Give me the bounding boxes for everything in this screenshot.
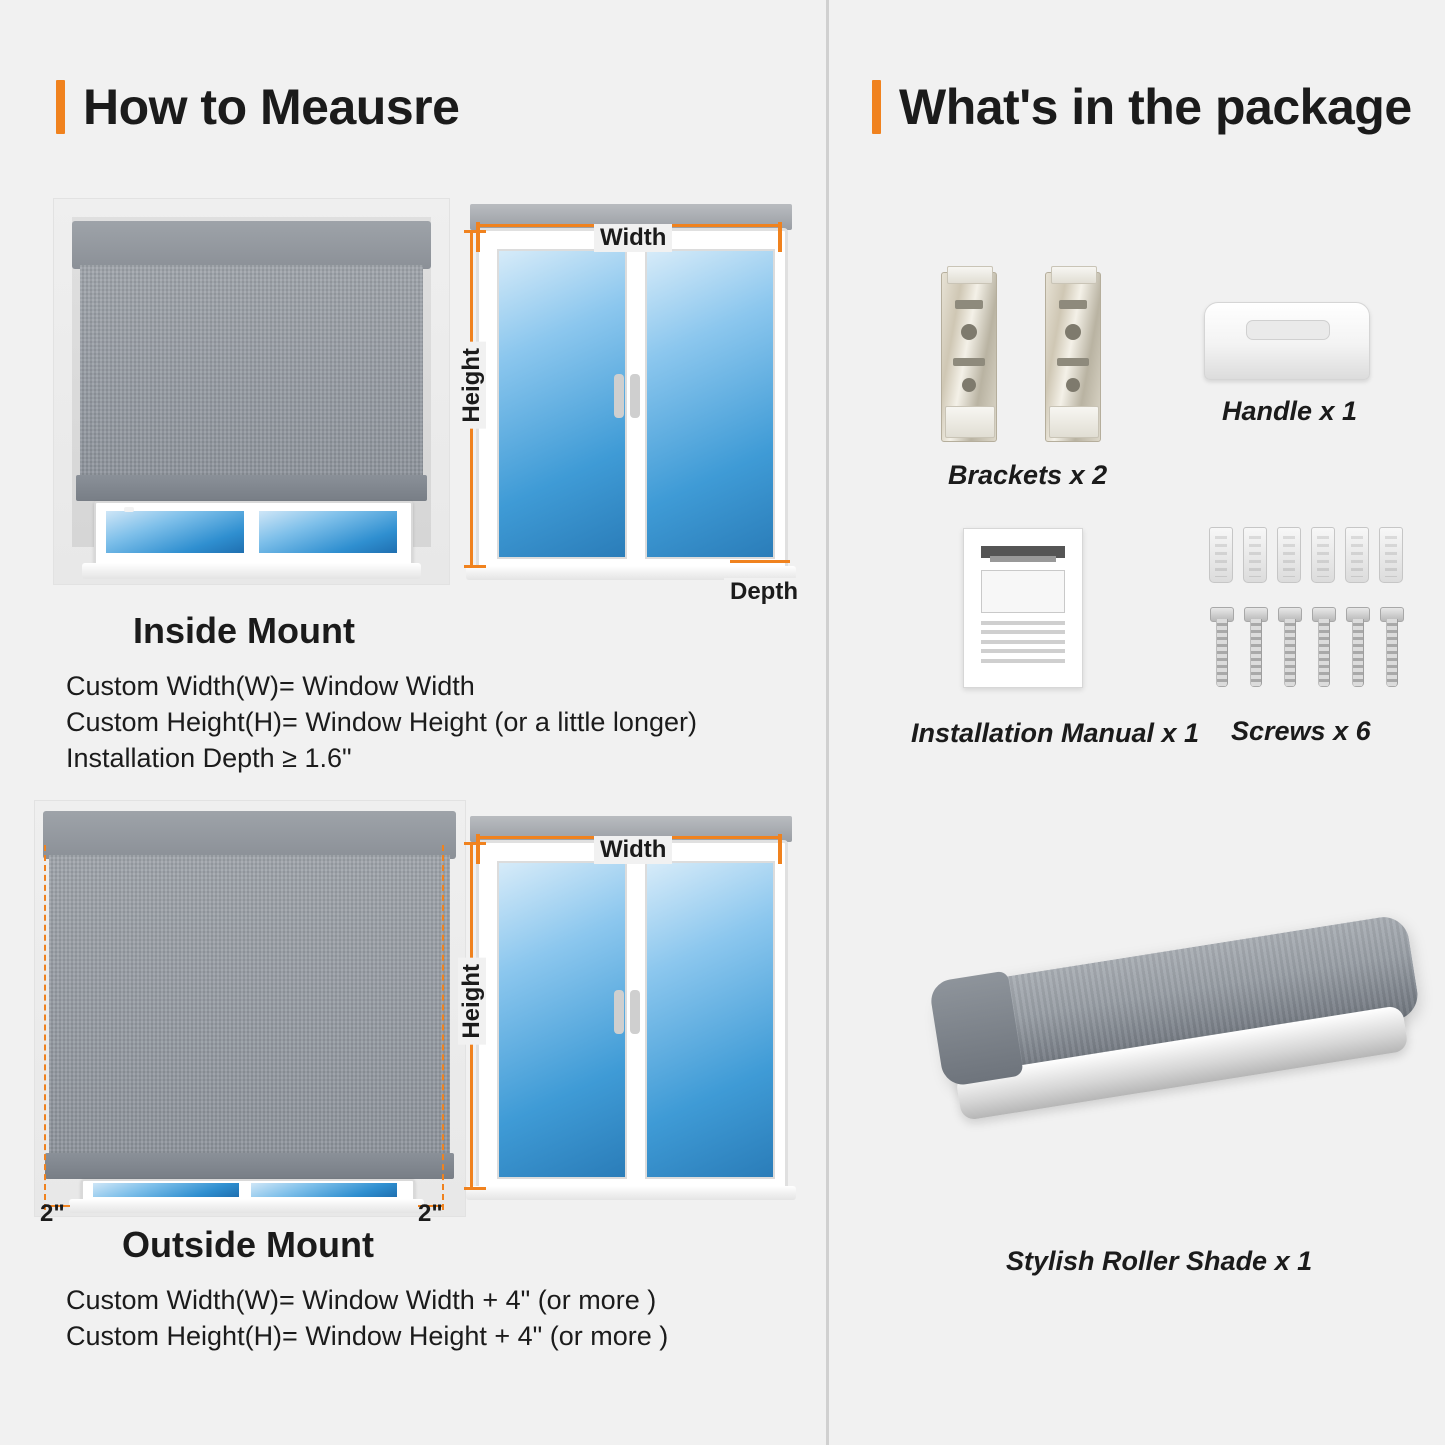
- right-heading: [872, 78, 1412, 136]
- screw-3-shaft: [1284, 619, 1296, 687]
- height-mark-top-2: [464, 842, 486, 845]
- heading-accent-bar: [56, 80, 65, 134]
- outside-mount-line-1: Custom Height(H)= Window Height + 4" (or more ): [66, 1321, 669, 1351]
- roller-shade-product: [930, 880, 1430, 1170]
- depth-measure-line: [730, 560, 790, 563]
- window-sill-2: [69, 1199, 424, 1213]
- window-glass-right: [259, 511, 397, 553]
- window-handle-left-2: [614, 990, 624, 1034]
- wall-anchor-6: [1379, 527, 1403, 583]
- screw-4: [1312, 607, 1334, 687]
- screw-6: [1380, 607, 1402, 687]
- bracket-2-slot-b: [1057, 358, 1089, 366]
- bracket-1-slot-a: [955, 300, 983, 309]
- bracket-1-base: [945, 406, 995, 438]
- bracket-2-top-tab: [1051, 266, 1097, 284]
- bracket-1-hole-b: [962, 378, 976, 392]
- overhang-label-left: 2": [40, 1200, 65, 1227]
- window-pane-right-2: [638, 854, 782, 1186]
- installation-manual: [963, 528, 1083, 688]
- screw-1: [1210, 607, 1232, 687]
- manual-text-line-3: [981, 640, 1066, 644]
- right-heading-text: What's in the package: [899, 79, 1412, 135]
- manual-text-line-2: [981, 630, 1066, 634]
- shade-valance-2: [43, 811, 456, 859]
- inside-mount-line-0: Custom Width(W)= Window Width: [66, 671, 475, 701]
- left-heading: [56, 78, 459, 136]
- bracket-2-base: [1049, 406, 1099, 438]
- label-width-inside: Width: [594, 224, 672, 252]
- column-divider: [826, 0, 829, 1445]
- window-glass-left: [106, 511, 244, 553]
- window-handle-right: [630, 374, 640, 418]
- wall-anchor-3: [1277, 527, 1301, 583]
- screw-3: [1278, 607, 1300, 687]
- left-heading-text: How to Meausre: [83, 79, 460, 135]
- handle-grip: [1246, 320, 1330, 340]
- overhang-guide-right: [442, 845, 444, 1210]
- window-pane-left-2: [490, 854, 634, 1186]
- shade-fabric-2: [49, 855, 450, 1155]
- manual-text-line-1: [981, 621, 1066, 625]
- shade-fabric: [80, 265, 423, 477]
- outside-mount-caption: Outside Mount: [122, 1224, 374, 1265]
- heading-accent-bar-2: [872, 80, 881, 134]
- height-mark-top: [464, 230, 486, 233]
- label-width-outside: Width: [594, 836, 672, 864]
- wall-anchor-5: [1345, 527, 1369, 583]
- window-glass-right-2: [251, 1183, 397, 1197]
- screw-4-shaft: [1318, 619, 1330, 687]
- bracket-2: [1045, 272, 1101, 442]
- manual-illustration-box: [981, 570, 1066, 613]
- roller-shade-end-cap: [928, 970, 1024, 1087]
- handle-part: [1204, 302, 1370, 380]
- handle-detail: [124, 507, 134, 512]
- bracket-1-slot-b: [953, 358, 985, 366]
- screw-1-shaft: [1216, 619, 1228, 687]
- manual-caption: Installation Manual x 1: [911, 718, 1200, 748]
- bracket-1-hole-a: [961, 324, 977, 340]
- handle-caption: Handle x 1: [1222, 396, 1358, 426]
- height-mark-bottom-2: [464, 1187, 486, 1190]
- handle-body: [1204, 302, 1370, 380]
- measure-window-sill-2: [466, 1186, 796, 1200]
- manual-text-line-5: [981, 659, 1066, 663]
- inside-mount-caption: Inside Mount: [133, 610, 355, 651]
- window-handle-right-2: [630, 990, 640, 1034]
- screws-caption: Screws x 6: [1231, 716, 1371, 746]
- bracket-1-top-tab: [947, 266, 993, 284]
- wall-anchor-4: [1311, 527, 1335, 583]
- screw-2: [1244, 607, 1266, 687]
- screw-6-shaft: [1386, 619, 1398, 687]
- label-height-inside: Height: [458, 342, 486, 429]
- bracket-1: [941, 272, 997, 442]
- overhang-label-right: 2": [418, 1200, 443, 1227]
- label-depth-inside: Depth: [724, 578, 804, 606]
- window-pane-right: [638, 242, 782, 566]
- manual-subtitle-bar: [990, 556, 1056, 562]
- bracket-2-hole-a: [1065, 324, 1081, 340]
- window-handle-left: [614, 374, 624, 418]
- window-pane-left: [490, 242, 634, 566]
- bracket-2-hole-b: [1066, 378, 1080, 392]
- outside-mount-measure-window: [458, 812, 802, 1212]
- wall-anchor-1: [1209, 527, 1233, 583]
- bracket-2-slot-a: [1059, 300, 1087, 309]
- wall-anchor-2: [1243, 527, 1267, 583]
- outside-mount-line-0: Custom Width(W)= Window Width + 4" (or more ): [66, 1285, 657, 1315]
- shade-valance: [72, 221, 431, 269]
- window-sill: [82, 563, 421, 579]
- screw-5: [1346, 607, 1368, 687]
- height-mark-bottom: [464, 565, 486, 568]
- window-glass-left-2: [93, 1183, 239, 1197]
- inside-mount-line-1: Custom Height(H)= Window Height (or a little longer): [66, 707, 697, 737]
- overhang-guide-left: [44, 845, 46, 1210]
- inside-mount-measure-window: [458, 200, 802, 605]
- roller-shade-caption: Stylish Roller Shade x 1: [1006, 1246, 1313, 1276]
- manual-text-line-4: [981, 649, 1066, 653]
- screw-2-shaft: [1250, 619, 1262, 687]
- outside-mount-illustration: [34, 800, 466, 1217]
- inside-mount-line-2: Installation Depth ≥ 1.6": [66, 743, 352, 773]
- screw-5-shaft: [1352, 619, 1364, 687]
- inside-mount-illustration: [53, 198, 450, 585]
- shade-bottom-bar-2: [45, 1153, 454, 1179]
- shade-bottom-bar: [76, 475, 427, 501]
- label-height-outside: Height: [458, 958, 486, 1045]
- brackets-caption: Brackets x 2: [948, 460, 1108, 490]
